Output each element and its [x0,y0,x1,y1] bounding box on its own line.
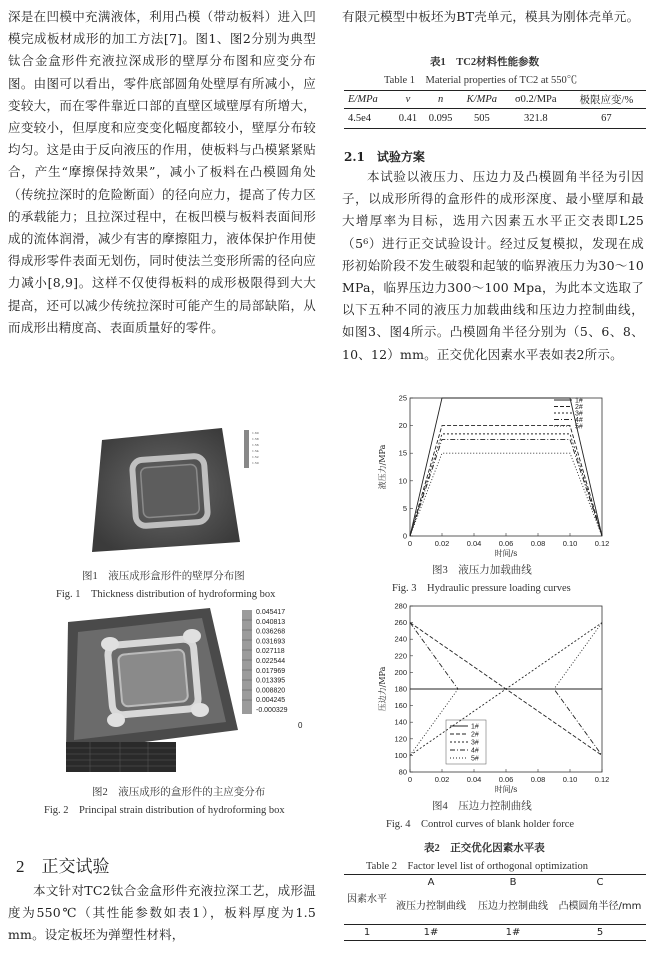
y-tick-label: 160 [394,701,407,711]
t1-c1: 0.41 [398,113,418,124]
x-tick-label: 0.02 [434,539,450,548]
y-tick-label: 260 [394,618,407,628]
y-tick-label: 280 [394,601,407,611]
x-axis-label: 时间/s [494,785,518,794]
t2-row-header: 因素水平 [344,875,390,925]
strain-legend-value: -0.000329 [256,707,288,714]
figure-3-chart [376,390,616,558]
x-tick-label: 0 [407,775,413,784]
legend-label: 3# [575,410,583,418]
strain-legend-value: 0.040813 [256,618,286,626]
strain-legend-value: 0.036268 [256,628,286,636]
fig1-caption-en: Fig. 1 Thickness distribution of hydroforming box [56,589,276,600]
x-tick-label: 0.12 [594,539,610,548]
thickness-plot-image [72,420,302,562]
t1-h3: K/MPa [466,94,497,105]
table1-title-cn: 表1 TC2材料性能参数 [430,57,540,68]
legend-label: 1# [575,397,583,405]
x-tick-label: 0.02 [434,775,450,784]
x-tick-label: 0.12 [594,775,610,784]
svg-text:1.58: 1.58 [252,437,259,441]
table1-title-en: Table 1 Material properties of TC2 at 550℃ [384,75,578,86]
y-tick-label: 140 [394,717,407,727]
t1-h0: E/MPa [348,94,378,105]
fig2-caption-en: Fig. 2 Principal strain distribution of hydroforming box [44,805,285,816]
series-line-2 [410,423,602,536]
y-tick-label: 80 [398,767,407,777]
table-2 [344,874,646,941]
strain-legend-zero: 0 [298,721,303,730]
y-tick-label: 25 [398,393,407,403]
legend-label: 2# [471,731,479,739]
legend-label: 4# [575,417,583,424]
y-tick-label: 120 [394,734,407,744]
legend-label: 3# [471,739,479,747]
t1-c4: 321.8 [523,113,548,124]
t2-r-level: 1 [363,927,371,938]
t2-letter-a: A [427,877,435,889]
svg-text:1.50: 1.50 [252,461,259,465]
fig1-caption-cn: 图1 液压成形盒形件的壁厚分布图 [82,571,245,582]
section-2-text: 本文针对TC2钛合金盒形件充液拉深工艺，成形温度为550℃（其性能参数如表1），板料厚度为1.5 mm。设定板坯为弹塑性材料， [8,883,316,943]
y-tick-label: 240 [394,634,407,644]
x-tick-label: 0.08 [530,539,546,548]
y-tick-label: 10 [398,476,407,486]
t1-h2: n [437,94,444,105]
strain-legend-value: 0.008820 [256,687,286,695]
subsection-2-1-title: 2.1 试验方案 [344,150,425,164]
t2-r-c: 5 [596,927,604,938]
x-tick-label: 0.04 [466,539,482,548]
t2-r-a: 1# [423,927,439,938]
y-tick-label: 0 [402,531,407,541]
table2-title-cn: 表2 正交优化因素水平表 [424,843,545,854]
y-axis-label: 压边力/MPa [378,666,387,712]
x-tick-label: 0.06 [498,539,514,548]
y-tick-label: 200 [394,667,407,677]
t1-c2: 0.095 [428,113,453,124]
right-top-text: 有限元模型中板坯为BT壳单元，模具为刚体壳单元。 [342,9,640,24]
t2-col-b: 压边力控制曲线 [478,901,548,913]
legend-label: 1# [471,723,479,731]
series-line-4 [410,439,602,536]
y-axis-label: 液压力/MPa [378,444,387,490]
fig3-caption-en: Fig. 3 Hydraulic pressure loading curves [392,583,571,594]
y-tick-label: 180 [394,684,407,694]
strain-legend-value: 0.004245 [256,697,286,705]
t2-r-b: 1# [505,927,521,938]
series-line-1 [410,398,602,536]
t1-c3: 505 [473,113,490,124]
y-tick-label: 220 [394,651,407,661]
t1-h5: 极限应变/% [579,95,634,106]
y-tick-label: 100 [394,750,407,760]
subsection-2-1-text: 本试验以液压力、压边力及凸模圆角半径为引因子，以成形所得的盒形件的成形深度、最小壁厚和最大增厚率为目标，选用六因素五水平正交表即L25（5⁶）进行正交试验设计。经过反复模拟，发现在成形初始阶段不发生破裂和起皱的临界液压力为30～10 MPa，临界压边力300～100 Mpa，为此本文选取了以下五种不同的液压力加载曲线和压边力控制曲线，如图3、图4所示。凸模圆角半径分别为（5、6、8、10、12）mm。正交优化因素水平表如表2所示。 [342,169,644,362]
strain-legend-value: 0.017969 [256,667,286,675]
plot-frame [410,398,602,536]
x-tick-label: 0.06 [498,775,514,784]
svg-text:1.56: 1.56 [252,443,259,447]
t2-letter-c: C [596,877,604,889]
figure-1 [72,420,302,562]
figure-2 [60,602,310,774]
y-tick-label: 15 [398,448,407,458]
x-axis-label: 时间/s [494,549,518,558]
t1-h4: σ0.2/MPa [515,94,557,105]
legend-label: 4# [471,747,479,755]
t2-col-a: 液压力控制曲线 [396,901,466,913]
svg-text:1.54: 1.54 [252,449,259,453]
fig4-caption-en: Fig. 4 Control curves of blank holder force [386,819,575,830]
table2-title-en: Table 2 Factor level list of orthogonal optimization [366,861,589,872]
fig4-caption-cn: 图4 压边力控制曲线 [432,801,532,812]
strain-legend-value: 0.013395 [256,677,286,685]
strain-legend-value: 0.027118 [256,648,285,656]
svg-text:1.52: 1.52 [252,455,259,459]
left-body-text: 深是在凹模中充满液体，利用凸模（带动板料）进入凹模完成板材成形的加工方法[7]。图1、图2分别为典型钛合金盒形件充液拉深成形的壁厚分布图和应变分布图。由图可以看出，零件底部圆角处壁厚有所减小，应变较大，而在零件靠近口部的直壁区域壁厚有所增大，应变较小，但厚度和应变变化幅度都较小，壁厚分布较均匀。这是由于反向液压的作用，使板料与凸模紧紧贴合，产生“摩擦保持效果”，减小了板料在凸模圆角处（传统拉深时的危险断面）的径向应力，提高了传力区的承载能力；且拉深过程中，在板凹模与板料表面间形成的流体润滑，减少有害的摩擦阻力，液体保护作用使得成形零件表面无划伤，同时使法兰变形所需的径向应力减小[8,9]。这样不仅使得板料的成形极限得到大大提高，还可以减少传统拉深时可能产生的局部缺陷，从而成形出精度高、表面质量好的零件。 [8,9,316,335]
x-tick-label: 0 [407,539,413,548]
figure-4-chart [376,598,616,794]
x-tick-label: 0.04 [466,775,482,784]
strain-legend-value: 0.031693 [256,638,286,646]
series-line-5 [410,453,602,536]
svg-text:1.60: 1.60 [252,431,259,435]
legend-label: 2# [575,404,583,411]
fig3-caption-cn: 图3 液压力加载曲线 [432,565,532,576]
strain-legend-value: 0.045417 [256,609,286,616]
x-tick-label: 0.08 [530,775,546,784]
section-2-title: 2 正交试验 [16,857,110,876]
fig2-caption-cn: 图2 液压成形的盒形件的主应变分布 [92,787,266,798]
x-tick-label: 0.10 [562,539,578,548]
t2-col-c: 凸模圆角半径/mm [558,901,642,913]
strain-plot-image [60,602,310,774]
x-tick-label: 0.10 [562,775,578,784]
legend-label: 5# [575,423,583,431]
y-tick-label: 5 [402,503,407,513]
t2-letter-b: B [509,877,517,889]
t1-c0: 4.5e4 [348,113,372,124]
t1-c5: 67 [601,113,612,124]
strain-legend-value: 0.022544 [256,658,286,665]
legend-label: 5# [471,755,479,763]
y-tick-label: 20 [398,421,407,431]
t1-h1: ν [405,94,411,105]
table-1 [344,90,646,129]
